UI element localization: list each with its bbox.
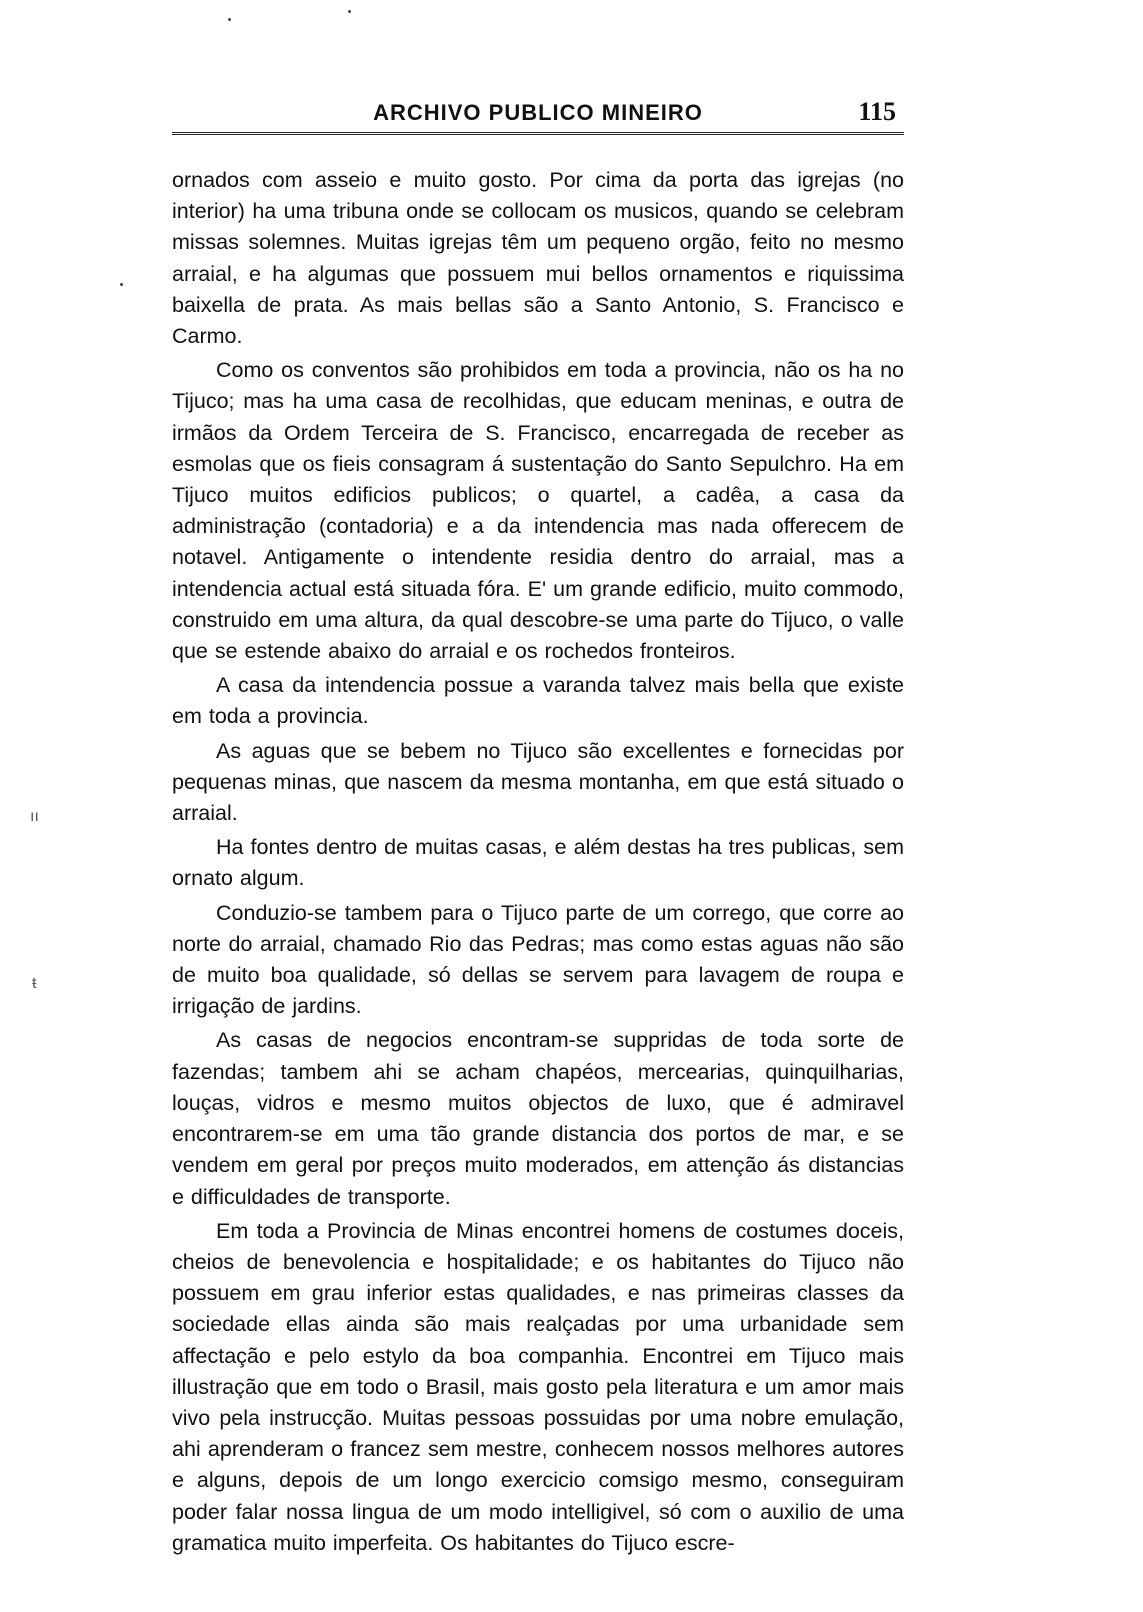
scan-speck [228,18,231,21]
scan-speck [348,10,351,13]
paragraph: As casas de negocios encontram-se suppridas de toda sorte de fazendas; tambem ahi se acham chapéos, mercearias, quinquilharias, louças, vidros e mesmo muitos objectos de luxo, que é admiravel encontrarem-se em uma tão grande distancia dos portos de mar, e se vendem em geral por preços muito moderados, em attenção ás distancias e difficuldades de transporte. [172,1028,904,1209]
paragraph: Como os conventos são prohibidos em toda a provincia, não os ha no Tijuco; mas ha uma casa de recolhidas, que educam meninas, e outra de irmãos da Ordem Terceira de S. Francisco, encarregada de receber as esmolas que os fieis consagram á sustentação do Santo Sepulchro. Ha em Tijuco muitos edificios publicos; o quartel, a cadêa, a casa da administração (contadoria) e a da intendencia mas nada offerecem de notavel. Antigamente o intendente residia dentro do arraial, mas a intendencia actual está situada fóra. E' um grande edificio, muito commodo, construido em uma altura, da qual descobre-se uma parte do Tijuco, o valle que se estende abaixo do arraial e os rochedos fronteiros. [172,358,904,664]
page-number: 115 [858,97,896,126]
header-rule [172,132,904,135]
running-title: ARCHIVO PUBLICO MINEIRO [373,100,703,125]
paragraph: Em toda a Provincia de Minas encontrei homens de costumes doceis, cheios de benevolencia e hospitalidade; e os habitantes do Tijuco não possuem em grau inferior estas qualidades, e nas primeiras classes da sociedade ellas ainda são mais realçadas por uma urbanidade sem affectação e pelo estylo da boa companhia. Encontrei em Tijuco mais illustração que em todo o Brasil, mais gosto pela literatura e um amor mais vivo pela instrucção. Muitas pessoas possuidas por uma nobre emulação, ahi aprenderam o francez sem mestre, conhecem nossos melhores autores e alguns, depois de um longo exercicio comsigo mesmo, conseguiram poder falar nossa lingua de um modo intelligivel, só com o auxilio de uma gramatica muito imperfeita. Os habitantes do Tijuco escre- [172,1218,904,1555]
margin-mark: ıı [30,808,39,825]
paragraph: Conduzio-se tambem para o Tijuco parte de um corrego, que corre ao norte do arraial, chamado Rio das Pedras; mas como estas aguas não são de muito boa qualidade, só dellas se servem para lavagem de roupa e irrigação de jardins. [172,900,904,1019]
page-header [172,97,904,136]
margin-mark: ŧ [32,975,37,992]
paragraph: As aguas que se bebem no Tijuco são excellentes e fornecidas por pequenas minas, que nascem da mesma montanha, em que está situado o arraial. [172,738,904,826]
body-text [172,165,904,1562]
paragraph: Ha fontes dentro de muitas casas, e além destas ha tres publicas, sem ornato algum. [172,835,904,891]
paragraph: A casa da intendencia possue a varanda talvez mais bella que existe em toda a provincia. [172,673,904,729]
scan-speck [120,283,123,286]
paragraph: ornados com asseio e muito gosto. Por cima da porta das igrejas (no interior) ha uma tribuna onde se collocam os musicos, quando se celebram missas solemnes. Muitas igrejas têm um pequeno orgão, feito no mesmo arraial, e ha algumas que possuem mui bellos ornamentos e riquissima baixella de prata. As mais bellas são a Santo Antonio, S. Francisco e Carmo. [172,168,904,349]
